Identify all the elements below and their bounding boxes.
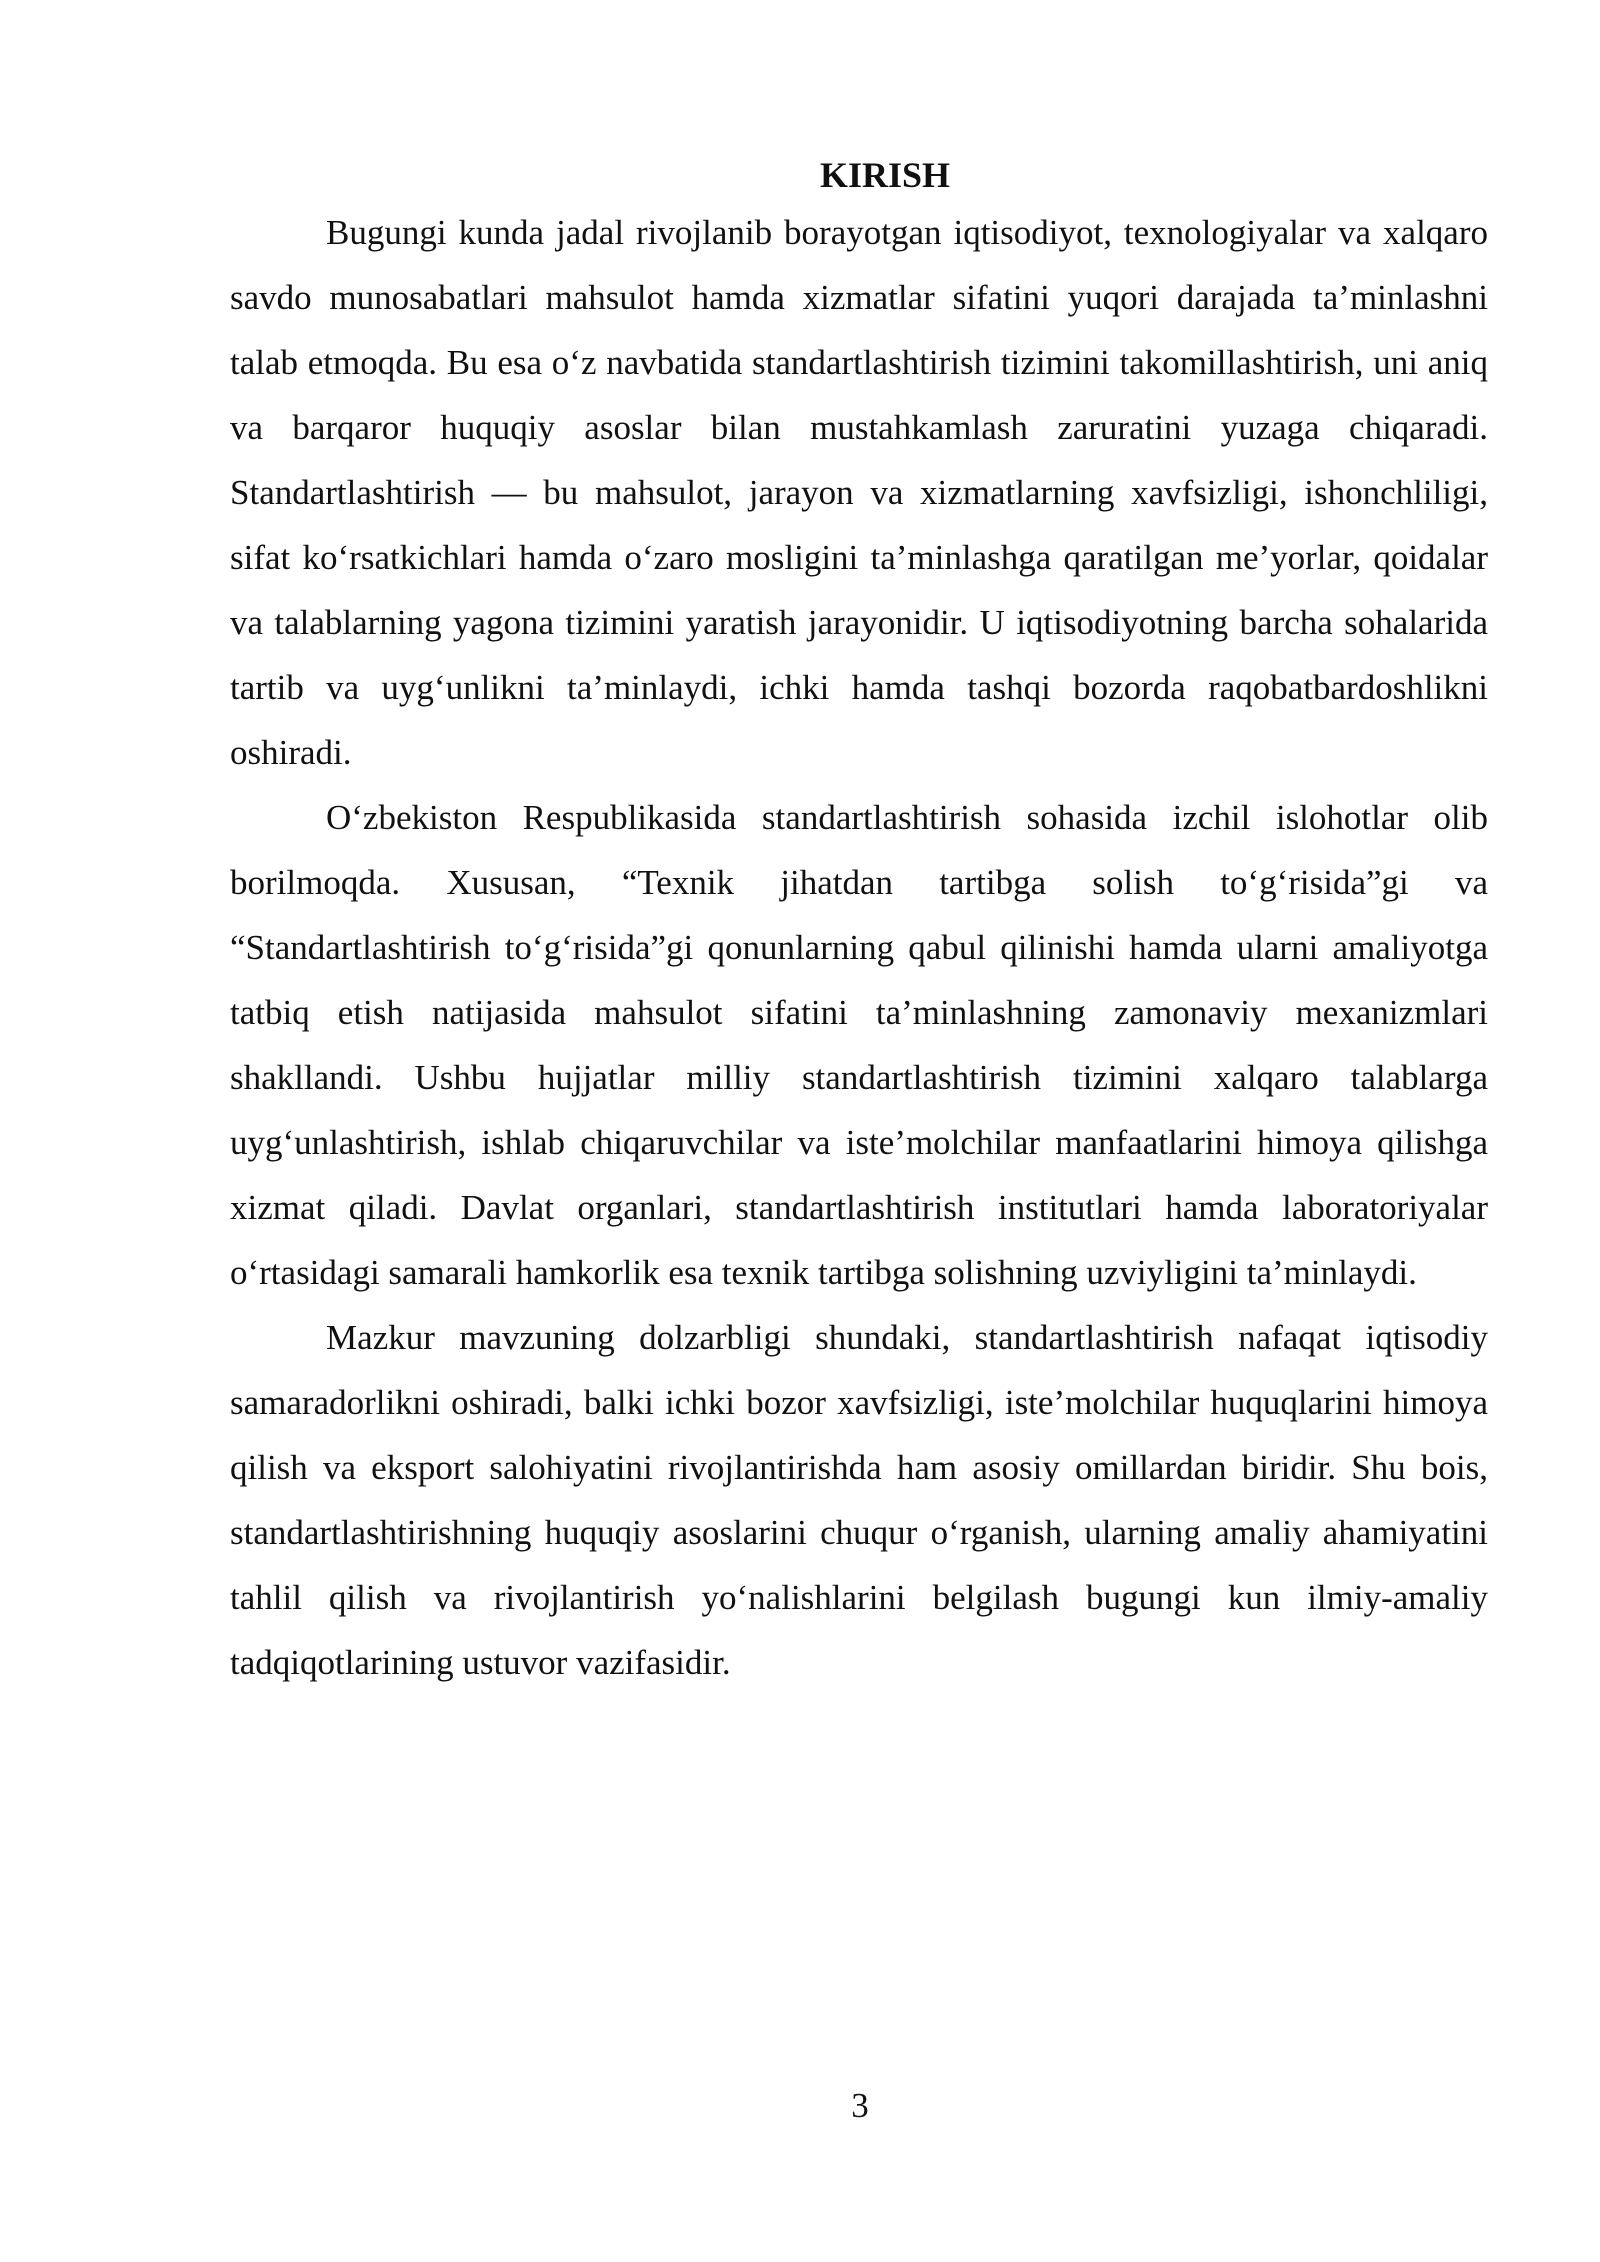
paragraph-3: Mazkur mavzuning dolzarbligi shundaki, standartlashtirish nafaqat iqtisodiy samaradorlikni oshiradi, balki ichki bozor xavfsizligi, iste’molchilar huquqlarini himoya qilish va eksport salohiyatini rivojlantirishda ham asosiy omillardan biridir. Shu bois, standartlashtirishning huquqiy asoslarini chuqur o‘rganish, ularning amaliy ahamiyatini tahlil qilish va rivojlantirish yo‘nalishlarini belgilash bugungi kun ilmiy-amaliy tadqiqotlarining ustuvor vazifasidir. — [230, 1318, 1488, 1682]
page-content — [230, 150, 1488, 1695]
section-title: KIRISH — [819, 155, 951, 195]
paragraph-1: Bugungi kunda jadal rivojlanib borayotgan iqtisodiyot, texnologiyalar va xalqaro savdo munosabatlari mahsulot hamda xizmatlar sifatini yuqori darajada ta’minlashni talab etmoqda. Bu esa o‘z navbatida standartlashtirish tizimini takomillashtirish, uni aniq va barqaror huquqiy asoslar bilan mustahkamlash zaruratini yuzaga chiqaradi. Standartlashtirish — bu mahsulot, jarayon va xizmatlarning xavfsizligi, ishonchliligi, sifat ko‘rsatkichlari hamda o‘zaro mosligini ta’minlashga qaratilgan me’yorlar, qoidalar va talablarning yagona tizimini yaratish jarayonidir. U iqtisodiyotning barcha sohalarida tartib va uyg‘unlikni ta’minlaydi, ichki hamda tashqi bozorda raqobatbardoshlikni oshiradi. — [230, 213, 1488, 772]
page-number: 3 — [851, 2086, 869, 2125]
paragraph-2: O‘zbekiston Respublikasida standartlashtirish sohasida izchil islohotlar olib borilmoqda. Xususan, “Texnik jihatdan tartibga solish to‘g‘risida”gi va “Standartlashtirish to‘g‘risida”gi qonunlarning qabul qilinishi hamda ularni amaliyotga tatbiq etish natijasida mahsulot sifatini ta’minlashning zamonaviy mexanizmlari shakllandi. Ushbu hujjatlar milliy standartlashtirish tizimini xalqaro talablarga uyg‘unlashtirish, ishlab chiqaruvchilar va iste’molchilar manfaatlarini himoya qilishga xizmat qiladi. Davlat organlari, standartlashtirish institutlari hamda laboratoriyalar o‘rtasidagi samarali hamkorlik esa texnik tartibga solishning uzviyligini ta’minlaydi. — [230, 798, 1488, 1292]
